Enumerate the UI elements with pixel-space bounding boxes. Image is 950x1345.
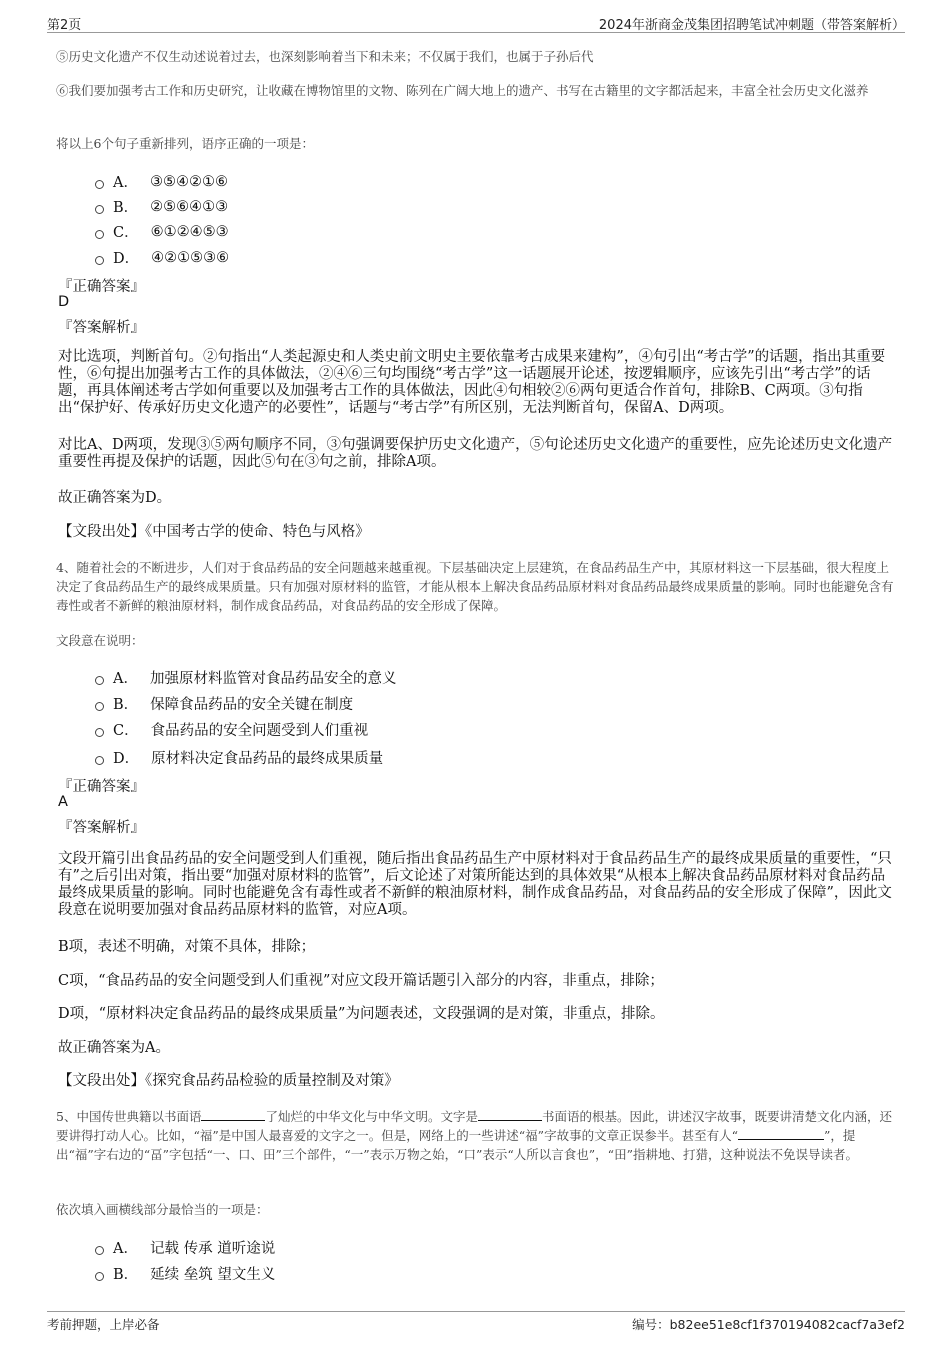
q3-option-b[interactable]: B． ②⑤⑥④①③ [95, 196, 228, 217]
q4-source: 【文段出处】《探究食品药品检验的质量控制及对策》 [58, 1073, 399, 1089]
q4-prompt: 文段意在说明： [56, 633, 144, 648]
radio-icon[interactable] [95, 1246, 104, 1255]
document-title: 2024年浙商金茂集团招聘笔试冲刺题（带答案解析） [598, 18, 905, 33]
fill-blank-3[interactable] [738, 1127, 824, 1140]
q5-stem: 5、中国传世典籍以书面语 了灿烂的中华文化与中华文明。文字是 书面语的根基。因此，讲述汉字故事，既要讲清楚文化内涵，还要讲得打动人心。比如，“福”是中国人最喜爱的文字之一。但是，网络上的一些讲述“福”字故事的文章正误参半。甚至有人“ ”，提出“福”字右边的“畐”字包括“一、口、田”三个部件，“一”表示万物之始，“口”表示“人所以言食也”，“田”指耕地、打猎，这种说法不免误导读者。 [56, 1109, 892, 1162]
radio-icon[interactable] [95, 756, 104, 765]
q4-analysis-option-b: B项，表述不明确，对策不具体，排除； [58, 939, 316, 955]
q3-option-c[interactable]: C． ⑥①②④⑤③ [95, 221, 229, 242]
page-footer [47, 1311, 905, 1332]
q4-analysis-paragraph: 文段开篇引出食品药品的安全问题受到人们重视，随后指出食品药品生产中原材料对于食品药品生产的最终成果质量的重要性，“只有”之后引出对策，指出要“加强对原材料的监管”，后文论述了对策所能达到的具体效果“从根本上解决食品药品原材料对食品药品最终成果质量的影响。同时也能避免含有毒性或者不新鲜的粮油原材料，制作成食品药品，对食品药品的安全形成了保障”，因此文段意在说明要加强对食品药品原材料的监管，对应A项。 [58, 851, 892, 918]
q3-answer-label: 『正确答案』 [58, 279, 145, 295]
radio-icon[interactable] [95, 1272, 104, 1281]
fill-blank-1[interactable] [201, 1108, 265, 1121]
q4-answer: A [58, 794, 68, 810]
q3-sentence-5: ⑤历史文化遗产不仅生动述说着过去，也深刻影响着当下和未来；不仅属于我们，也属于子孙后代 [56, 49, 594, 64]
radio-icon[interactable] [95, 180, 104, 189]
q3-prompt: 将以上6个句子重新排列，语序正确的一项是： [56, 136, 314, 151]
q5-prompt: 依次填入画横线部分最恰当的一项是： [56, 1202, 269, 1217]
q5-option-a[interactable]: A． 记载 传承 道听途说 [95, 1237, 275, 1258]
q4-option-d[interactable]: D． 原材料决定食品药品的最终成果质量 [95, 747, 383, 768]
q3-sentence-6: ⑥我们要加强考古工作和历史研究，让收藏在博物馆里的文物、陈列在广阔大地上的遗产、书写在古籍里的文字都活起来，丰富全社会历史文化滋养 [56, 83, 869, 98]
radio-icon[interactable] [95, 728, 104, 737]
q3-analysis-paragraph: 对比A、D两项，发现③⑤两句顺序不同，③句强调要保护历史文化遗产，⑤句论述历史文化遗产的重要性，应先论述历史文化遗产重要性再提及保护的话题，因此⑤句在③句之前，排除A项。 [58, 437, 893, 470]
radio-icon[interactable] [95, 702, 104, 711]
q3-analysis-conclusion: 故正确答案为D。 [58, 490, 172, 506]
page-number: 第2页 [47, 18, 82, 33]
q4-stem: 4、随着社会的不断进步，人们对于食品药品的安全问题越来越重视。下层基础决定上层建筑，在食品药品生产中，其原材料这一下层基础，很大程度上决定了食品药品生产的最终成果质量。只有加强对原材料的监管，才能从根本上解决食品药品原材料对食品药品最终成果质量的影响。同时也能避免含有毒性或者不新鲜的粮油原材料，制作成食品药品，对食品药品的安全形成了保障。 [56, 560, 894, 613]
fill-blank-2[interactable] [478, 1108, 542, 1121]
q4-analysis-option-d: D项，“原材料决定食品药品的最终成果质量”为问题表述，文段强调的是对策，非重点，排除。 [58, 1006, 665, 1022]
q4-analysis-option-c: C项，“食品药品的安全问题受到人们重视”对应文段开篇话题引入部分的内容，非重点，排除； [58, 973, 664, 989]
q3-source: 【文段出处】《中国考古学的使命、特色与风格》 [58, 524, 370, 540]
q4-answer-label: 『正确答案』 [58, 779, 145, 795]
document-id: 编号：b82ee51e8cf1f370194082cacf7a3ef2 [632, 1317, 905, 1332]
q3-option-a[interactable]: A． ③⑤④②①⑥ [95, 171, 228, 192]
footer-slogan: 考前押题，上岸必备 [47, 1317, 160, 1332]
q4-option-c[interactable]: C． 食品药品的安全问题受到人们重视 [95, 719, 368, 740]
q4-analysis-label: 『答案解析』 [58, 820, 145, 836]
q5-option-b[interactable]: B． 延续 垒筑 望文生义 [95, 1263, 275, 1284]
radio-icon[interactable] [95, 205, 104, 214]
page-header [47, 14, 905, 33]
q3-analysis-label: 『答案解析』 [58, 320, 145, 336]
radio-icon[interactable] [95, 256, 104, 265]
q4-option-b[interactable]: B． 保障食品药品的安全关键在制度 [95, 693, 353, 714]
q4-option-a[interactable]: A． 加强原材料监管对食品药品安全的意义 [95, 667, 396, 688]
q3-option-d[interactable]: D． ④②①⑤③⑥ [95, 247, 229, 268]
radio-icon[interactable] [95, 230, 104, 239]
q3-analysis-paragraph: 对比选项，判断首句。②句指出“人类起源史和人类史前文明史主要依靠考古成果来建构”，④句引出“考古学”的话题，指出其重要性，⑥句提出加强考古工作的具体做法，②④⑥三句均围绕“考古学”这一话题展开论述，按逻辑顺序，应该先引出“考古学”的话题，再具体阐述考古学如何重要以及加强考古工作的具体做法，因此④句相较②⑥两句更适合作首句，排除B、C两项。③句指出“保护好、传承好历史文化遗产的必要性”，话题与“考古学”有所区别，无法判断首句，保留A、D两项。 [58, 349, 886, 416]
q3-answer: D [58, 294, 70, 310]
radio-icon[interactable] [95, 676, 104, 685]
q4-analysis-conclusion: 故正确答案为A。 [58, 1040, 170, 1056]
